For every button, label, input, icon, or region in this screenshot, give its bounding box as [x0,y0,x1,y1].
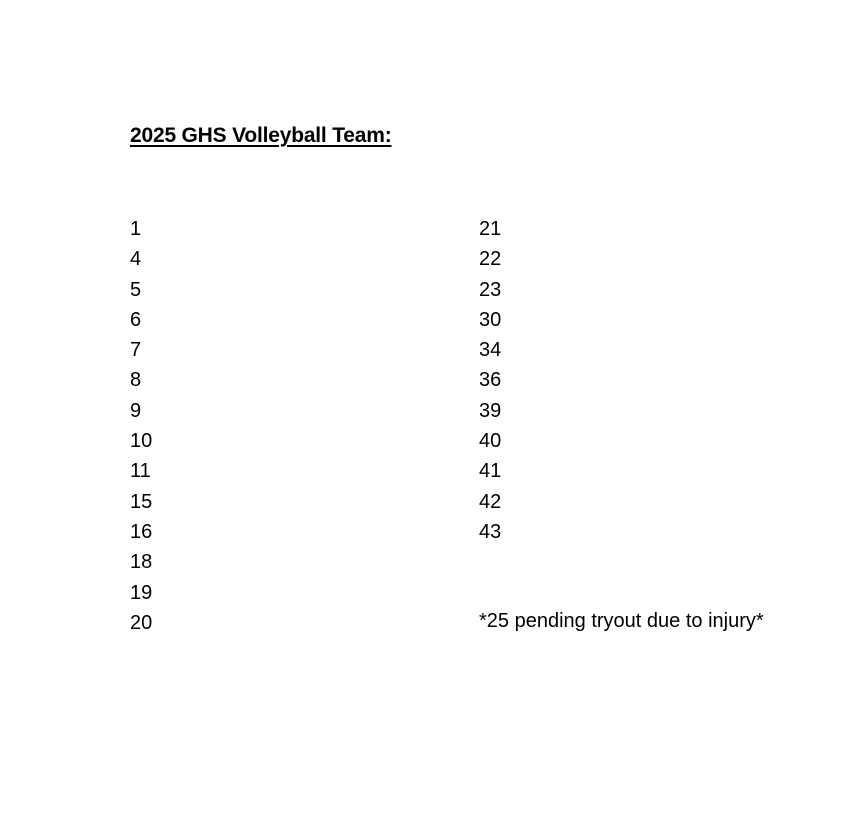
roster-number: 21 [479,218,502,240]
roster-left-column [130,214,152,638]
roster-number: 10 [130,430,153,453]
roster-number: 18 [130,551,153,574]
roster-number: 20 [130,611,153,634]
roster-number: 11 [130,460,151,483]
roster-number: 16 [130,520,153,543]
roster-number: 19 [130,581,153,604]
roster-number: 1 [130,218,142,240]
roster-right-column [479,214,501,547]
roster-number: 9 [130,399,142,422]
roster-number: 39 [479,399,502,422]
roster-number: 40 [479,430,502,453]
roster-number: 23 [479,278,502,301]
roster-number: 22 [479,248,502,271]
roster-number: 15 [130,490,153,513]
injury-note: *25 pending tryout due to injury* [479,610,764,632]
roster-number: 6 [130,308,142,331]
roster-number: 42 [479,490,502,513]
roster-number: 36 [479,369,502,392]
roster-number: 41 [479,460,502,483]
page-title: 2025 GHS Volleyball Team: [130,124,392,147]
roster-number: 7 [130,339,142,362]
roster-number: 43 [479,520,502,543]
roster-number: 4 [130,248,142,271]
roster-number: 8 [130,369,142,392]
roster-number: 5 [130,278,142,301]
roster-number: 34 [479,339,502,362]
roster-number: 30 [479,308,502,331]
